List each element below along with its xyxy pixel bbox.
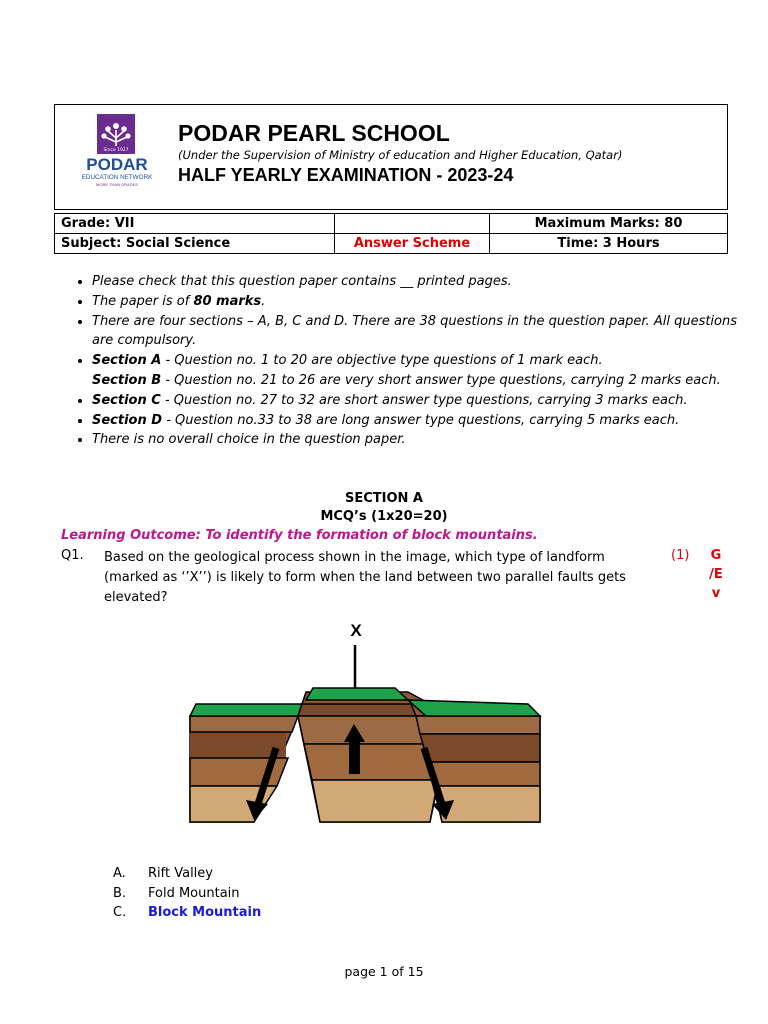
table-row <box>55 234 728 254</box>
option-c-text-correct: Block Mountain <box>148 905 262 920</box>
logo-since: Since 1927 <box>103 148 129 153</box>
list-item <box>92 351 742 371</box>
text: . <box>261 293 266 309</box>
question-tag <box>704 546 728 603</box>
page-number: page 1 of 15 <box>344 964 424 979</box>
question-text: Based on the geological process shown in the image, which type of landform (marked as ‘’X’’) is likely to form when the land between two parallel faults gets elevated? <box>104 550 626 605</box>
tag-line: G <box>710 548 722 563</box>
max-marks-cell: Maximum Marks: 80 <box>490 214 728 234</box>
table-row <box>55 214 728 234</box>
block-mountain-figure <box>180 612 560 827</box>
section-label: Section A <box>92 353 162 369</box>
list-item <box>92 391 742 411</box>
section-label: Section B <box>92 372 162 388</box>
list-item: • There are four sections – A, B, C and D. There are 38 questions in the question paper. All questions are compulsory. <box>92 312 742 352</box>
section-subtitle: MCQ’s (1x20=20) <box>320 509 448 524</box>
text: - Question no. 21 to 26 are very short answer type questions, carrying 2 marks each. <box>161 372 721 388</box>
option-b-text: Fold Mountain <box>148 886 240 901</box>
answer-scheme-cell: Answer Scheme <box>335 234 490 254</box>
logo-network: EDUCATION NETWORK <box>81 174 153 181</box>
figure-label-x: X <box>350 621 362 640</box>
section-label: Section D <box>92 412 163 428</box>
learning-outcome: Learning Outcome: To identify the formation of block mountains. <box>61 528 538 543</box>
instructions-list <box>70 272 742 450</box>
text: The paper is of <box>92 293 194 309</box>
list-item <box>92 371 742 391</box>
logo-brand: PODAR <box>86 155 148 174</box>
list-item <box>92 292 742 312</box>
supervision-note: (Under the Supervision of Ministry of education and Higher Education, Qatar) <box>178 148 623 162</box>
tag-line: v <box>711 586 721 601</box>
section-label: Section C <box>92 392 161 408</box>
info-table <box>54 213 728 254</box>
grade-cell: Grade: VII <box>55 214 335 234</box>
text: - Question no. 1 to 20 are objective type questions of 1 mark each. <box>161 353 603 369</box>
text: - Question no.33 to 38 are long answer type questions, carrying 5 marks each. <box>162 412 680 428</box>
option-a-letter: A. <box>113 866 126 881</box>
empty-cell <box>335 214 490 234</box>
option-b-letter: B. <box>113 886 127 901</box>
question-number: Q1. <box>61 548 84 563</box>
tag-line: /E <box>709 567 723 582</box>
podar-logo <box>68 114 166 194</box>
list-item <box>92 411 742 431</box>
logo-tagline: MORE THAN GRADES <box>96 182 138 187</box>
list-item: • There is no overall choice in the question paper. <box>92 430 742 450</box>
option-c-letter: C. <box>113 905 127 920</box>
bold-text: 80 marks <box>193 293 262 309</box>
text: - Question no. 27 to 32 are short answer type questions, carrying 3 marks each. <box>160 392 688 408</box>
section-title: SECTION A <box>344 491 423 506</box>
question-marks: (1) <box>671 548 690 563</box>
list-item: • Please check that this question paper contains __ printed pages. <box>92 272 742 292</box>
option-a-text: Rift Valley <box>148 866 213 881</box>
time-cell: Time: 3 Hours <box>490 234 728 254</box>
subject-cell: Subject: Social Science <box>55 234 335 254</box>
school-name: PODAR PEARL SCHOOL <box>178 120 450 146</box>
exam-title: HALF YEARLY EXAMINATION - 2023-24 <box>178 165 514 185</box>
